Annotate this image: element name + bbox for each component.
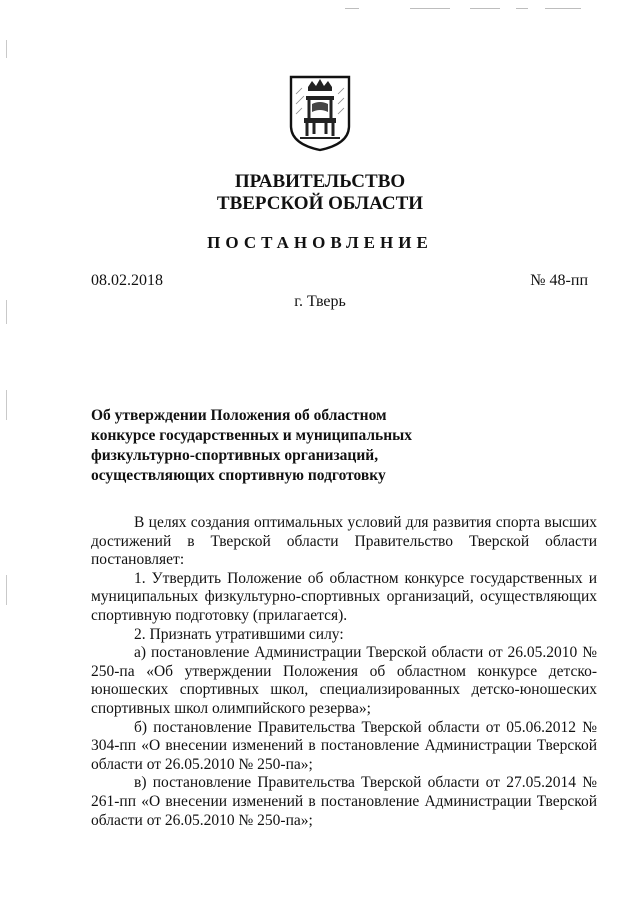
scan-artifact	[516, 8, 528, 9]
scan-artifact	[545, 8, 581, 9]
scan-artifact	[6, 390, 7, 420]
scan-artifact	[6, 575, 7, 605]
scan-artifact	[6, 40, 7, 58]
document-date: 08.02.2018	[91, 272, 163, 289]
authority-line: ТВЕРСКОЙ ОБЛАСТИ	[216, 193, 424, 214]
scan-artifact	[470, 8, 500, 9]
subject-line: осуществляющих спортивную подготовку	[91, 467, 386, 484]
document-number: № 48-пп	[530, 272, 588, 289]
scan-artifact	[410, 8, 450, 9]
document-type: ПОСТАНОВЛЕНИЕ	[207, 233, 433, 252]
body-paragraph: б) постановление Правительства Тверской области от 05.06.2012 № 304-пп «О внесении изменений в постановление Администрации Тверской области от 26.05.2010 № 250-па»;	[91, 718, 597, 773]
document-subject	[91, 406, 421, 486]
subject-line: конкурсе государственных и муниципальных	[91, 427, 413, 444]
scan-artifact	[345, 8, 359, 9]
tver-oblast-coat-of-arms-icon	[288, 74, 352, 152]
body-paragraph: в) постановление Правительства Тверской области от 27.05.2014 № 261-пп «О внесении изменений в постановление Администрации Тверской области от 26.05.2010 № 250-па»;	[91, 774, 597, 829]
body-paragraph: а) постановление Администрации Тверской области от 26.05.2010 № 250-па «Об утверждении Положения об областном конкурсе детско-юношеских спортивных школ, специализированных детско-юношеских спортивных школ олимпийского резерва»;	[91, 644, 597, 717]
body-paragraph: 2. Признать утратившими силу:	[134, 625, 344, 643]
subject-line: физкультурно-спортивных организаций,	[91, 447, 379, 464]
authority-line: ПРАВИТЕЛЬСТВО	[234, 171, 406, 192]
issuing-authority	[0, 171, 640, 215]
subject-line: Об утверждении Положения об областном	[91, 407, 387, 424]
body-paragraph: 1. Утвердить Положение об областном конкурсе государственных и муниципальных физкультурно-спортивных организаций, осуществляющих спортивную подготовку (прилагается).	[91, 569, 597, 624]
body-paragraph: В целях создания оптимальных условий для развития спорта высших достижений в Тверской области Правительство Тверской области постановляет:	[91, 514, 597, 569]
document-city: г. Тверь	[294, 293, 346, 310]
document-body	[91, 514, 597, 830]
